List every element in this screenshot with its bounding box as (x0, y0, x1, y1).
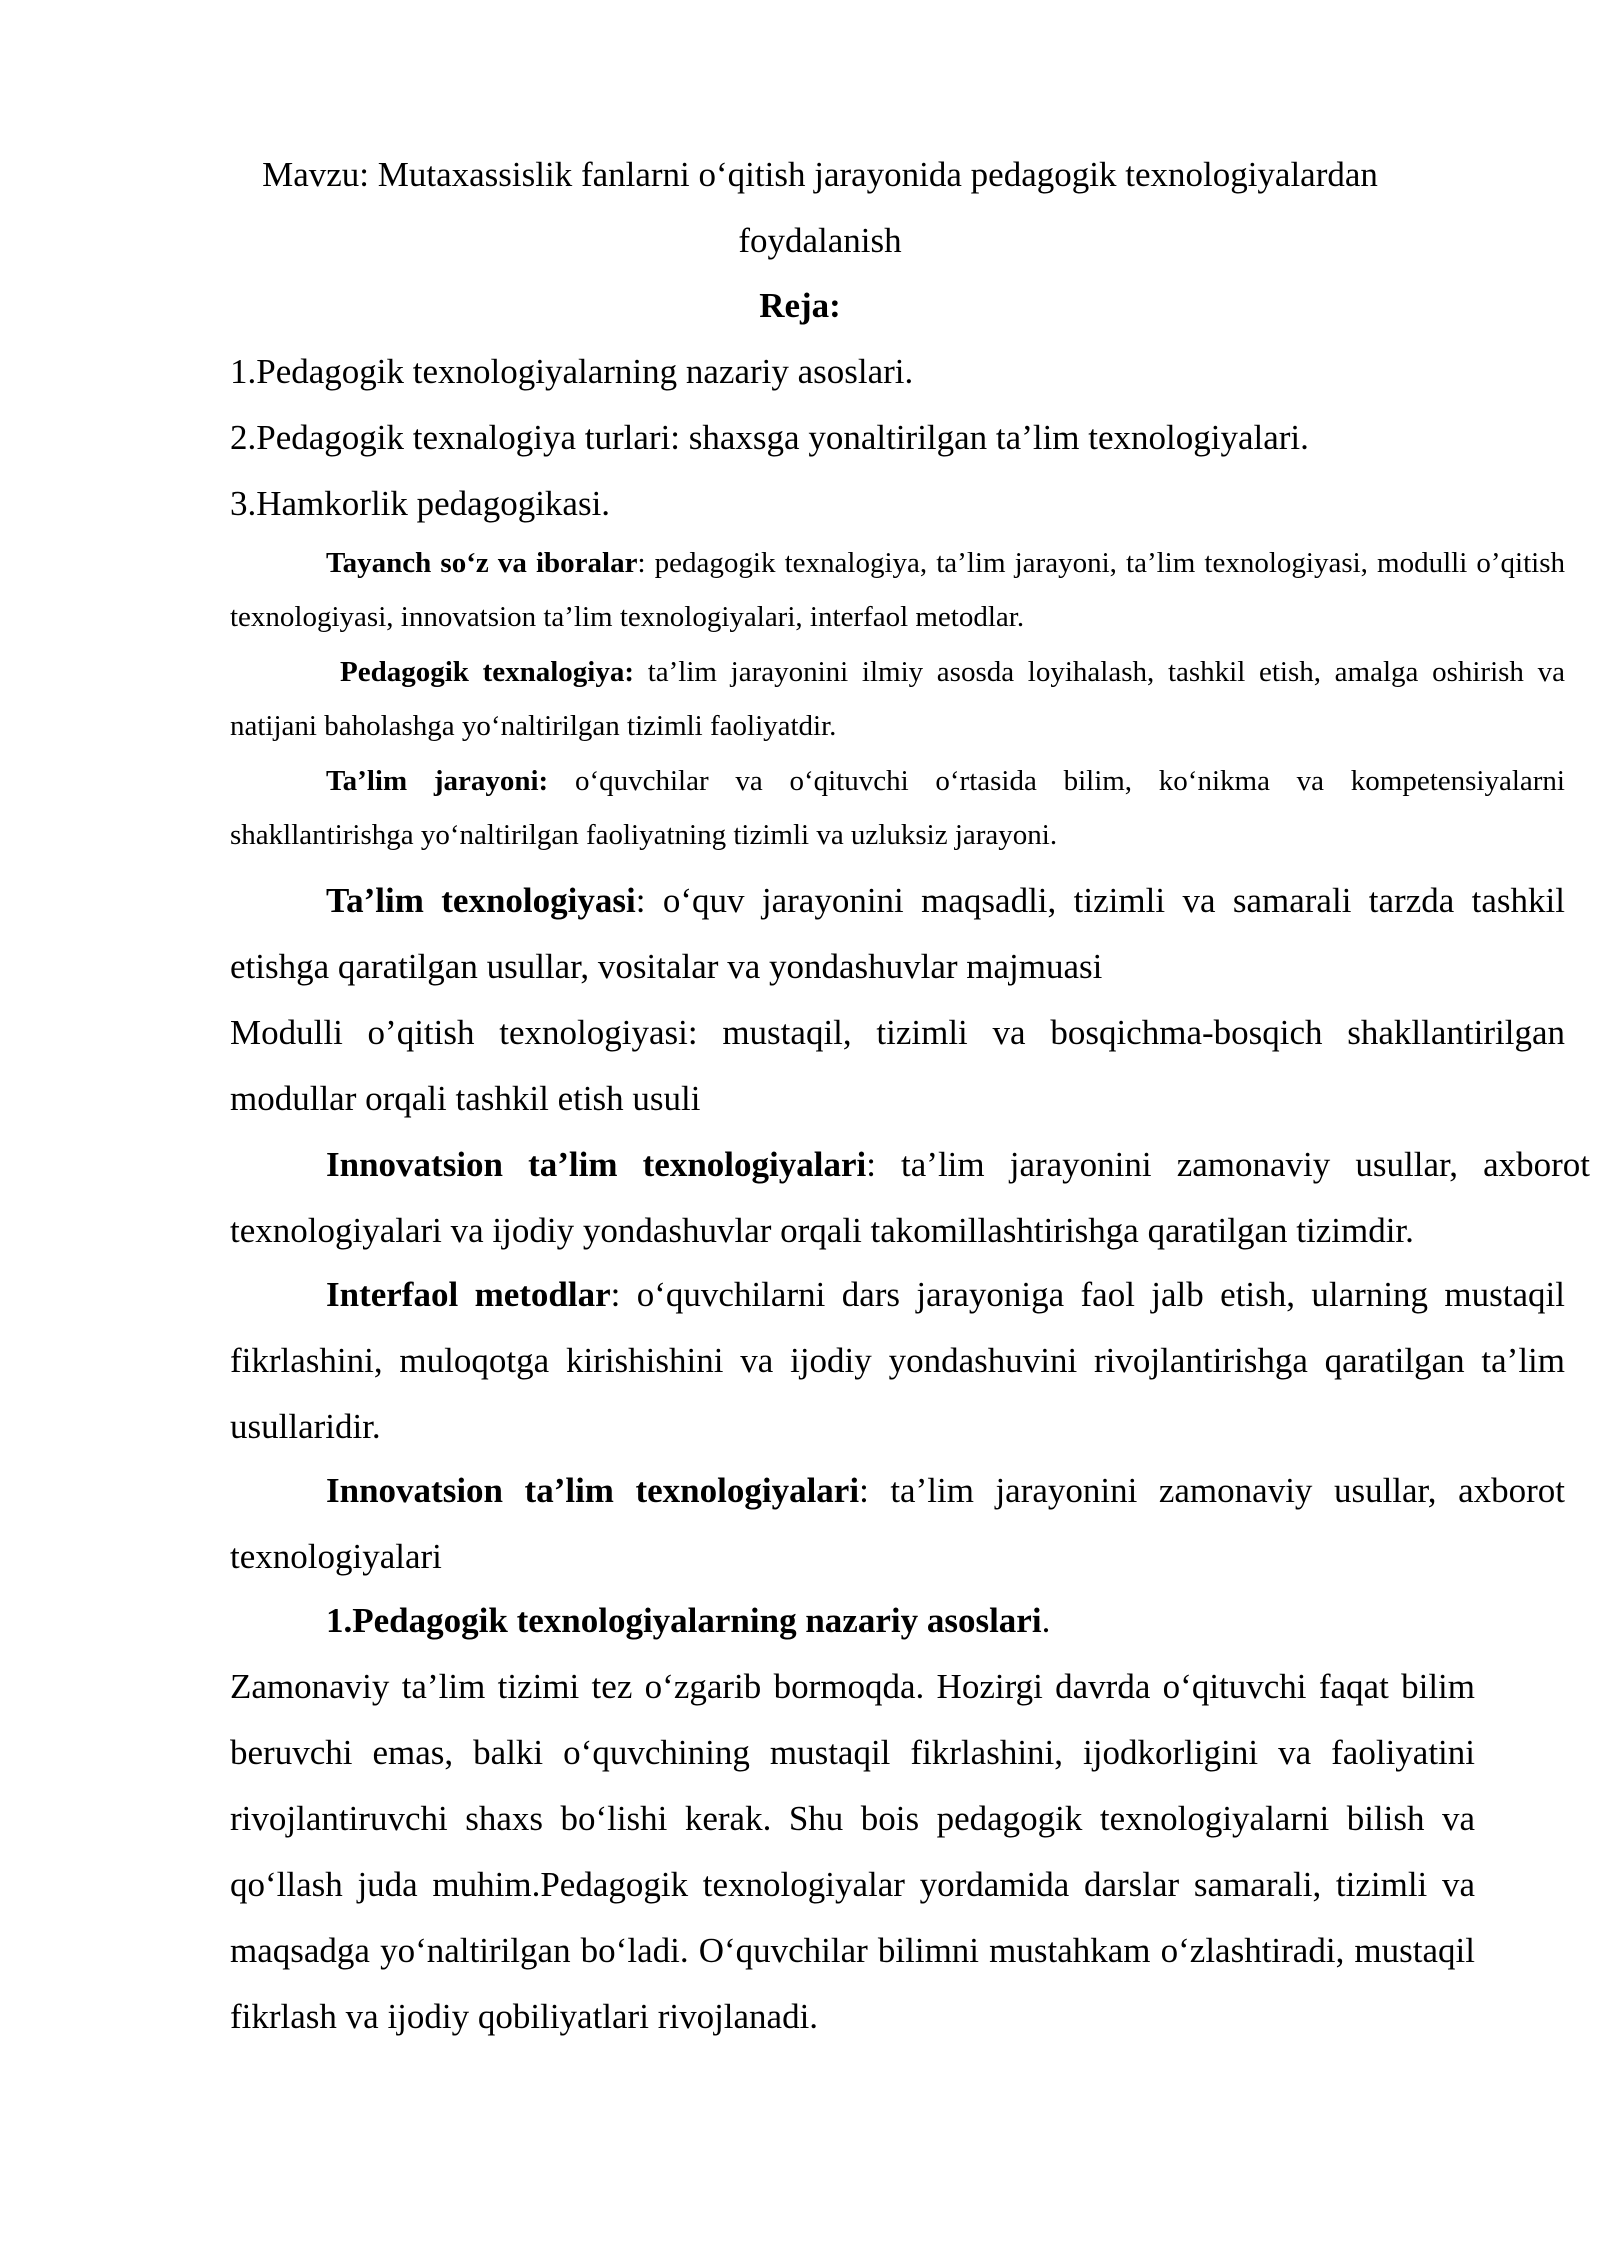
definition-innovative-technologies-repeat (230, 1458, 1565, 1590)
definition-learning-process (230, 754, 1565, 862)
definition-keywords (230, 536, 1565, 644)
definition-innovative-technologies (230, 1132, 1590, 1264)
definition-term: Tayanch so‘z va iboralar (326, 547, 638, 579)
definition-term: Innovatsion ta’lim texnologiyalari (326, 1145, 867, 1184)
definition-term: Pedagogik texnalogiya: (340, 656, 635, 688)
definition-term: Ta’lim jarayoni: (326, 765, 549, 797)
plan-item-1: 1.Pedagogik texnologiyalarning nazariy asoslari. (230, 352, 914, 391)
section-1-heading (230, 1588, 1565, 1654)
plan-item-2: 2.Pedagogik texnalogiya turlari: shaxsga yonaltirilgan ta’lim texnologiyalari. (230, 418, 1309, 457)
definition-text: ta’lim jarayonini ilmiy asosda loyihalash, tashkil etish, amalga oshirish va natijani baholashga yo‘naltirilgan tizimli faoliyatdir. (230, 656, 1565, 742)
definition-text: : o‘quv jarayonini maqsadli, tizimli va samarali tarzda tashkil etishga qaratilgan usullar, vositalar va yondashuvlar majmuasi (230, 881, 1565, 986)
definition-text: : o‘quvchilarni dars jarayoniga faol jalb etish, ularning mustaqil fikrlashini, muloqotga kirishishini va ijodiy yondashuvini rivojlantirishga qaratilgan ta’lim usullaridir. (230, 1275, 1565, 1446)
definition-text: : ta’lim jarayonini zamonaviy usullar, axborot texnologiyalari (230, 1471, 1565, 1576)
definition-term: Innovatsion ta’lim texnologiyalari (326, 1471, 860, 1510)
plan-list (230, 339, 1570, 537)
section-heading-period: . (1041, 1601, 1051, 1640)
plan-heading: Reja: (759, 286, 841, 325)
definition-term: Ta’lim texnologiyasi (326, 881, 636, 920)
definition-pedagogical-technology (230, 645, 1565, 753)
section-1-paragraph: Zamonaviy ta’lim tizimi tez o‘zgarib bormoqda. Hozirgi davrda o‘qituvchi faqat bilim beruvchi emas, balki o‘quvchining mustaqil fikrlashini, ijodkorligini va faoliyatini rivojlantiruvchi shaxs bo‘lishi kerak. Shu bois pedagogik texnologiyalarni bilish va qo‘llash juda muhim.Pedagogik texnologiyalar yordamida darslar samarali, tizimli va maqsadga yo‘naltirilgan bo‘ladi. O‘quvchilar bilimni mustahkam o‘zlashtiradi, mustaqil fikrlash va ijodiy qobiliyatlari rivojlanadi. (230, 1667, 1475, 2036)
plan-item-3: 3.Hamkorlik pedagogikasi. (230, 484, 611, 523)
definition-text: o‘quvchilar va o‘qituvchi o‘rtasida bilim, ko‘nikma va kompetensiyalarni shakllantirishga yo‘naltirilgan faoliyatning tizimli va uzluksiz jarayoni. (230, 765, 1565, 851)
definition-text: Modulli o’qitish texnologiyasi: mustaqil, tizimli va bosqichma-bosqich shakllantirilgan modullar orqali tashkil etish usuli (230, 1013, 1565, 1118)
document-title-line-2: foydalanish (738, 221, 902, 260)
section-heading-text: 1.Pedagogik texnologiyalarning nazariy asoslari (326, 1601, 1042, 1640)
document-title-line-1: Mavzu: Mutaxassislik fanlarni o‘qitish jarayonida pedagogik texnologiyalardan (262, 155, 1378, 194)
definition-text: : ta’lim jarayonini zamonaviy usullar, axborot texnologiyalari va ijodiy yondashuvlar orqali takomillashtirishga qaratilgan tizimdir. (230, 1145, 1590, 1250)
definition-interactive-methods (230, 1262, 1565, 1460)
definition-term: Interfaol metodlar (326, 1275, 611, 1314)
definition-modular-learning (230, 1000, 1565, 1132)
definition-learning-technology (230, 868, 1565, 1000)
definition-text: : pedagogik texnalogiya, ta’lim jarayoni, ta’lim texnologiyasi, modulli o’qitish texnologiyasi, innovatsion ta’lim texnologiyalari, interfaol metodlar. (230, 547, 1565, 633)
